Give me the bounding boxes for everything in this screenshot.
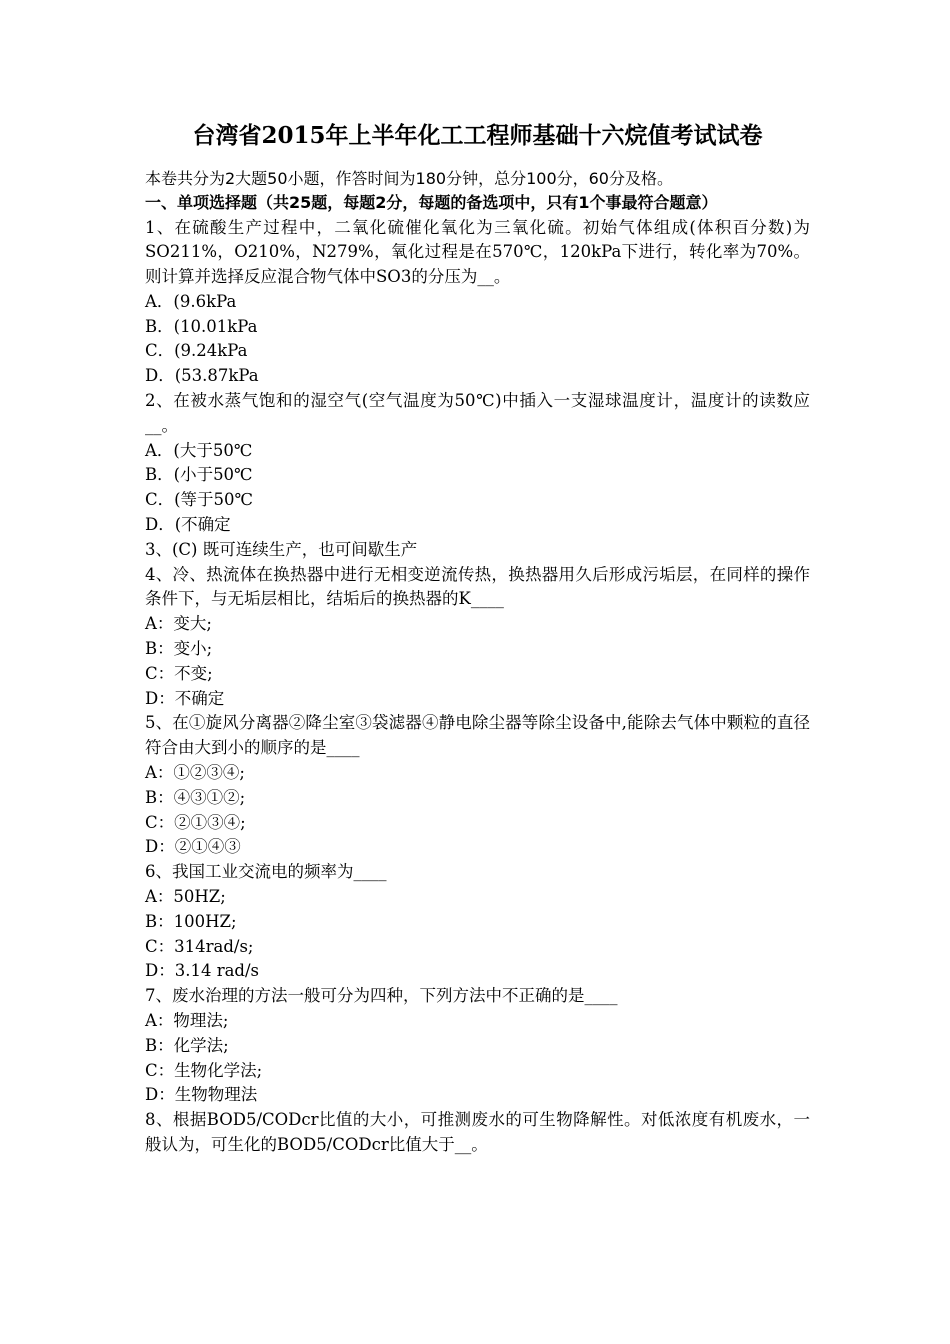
answer-option: A．(9.6kPa bbox=[145, 291, 237, 311]
question-8 bbox=[145, 1108, 810, 1158]
answer-option: B．(10.01kPa bbox=[145, 316, 258, 336]
question-5 bbox=[145, 711, 810, 860]
exam-title: 台湾省2015年上半年化工工程师基础十六烷值考试试卷 bbox=[192, 122, 763, 149]
answer-option: C：②①③④; bbox=[145, 812, 246, 832]
question-1 bbox=[145, 216, 810, 390]
question-2 bbox=[145, 389, 810, 538]
answer-option: C：不变; bbox=[145, 663, 213, 683]
document-page bbox=[145, 118, 810, 1158]
answer-option: D．(不确定 bbox=[145, 515, 231, 535]
answer-option: D：②①④③ bbox=[145, 837, 241, 857]
answer-option: C．(9.24kPa bbox=[145, 341, 248, 361]
answer-option: A：物理法; bbox=[145, 1011, 229, 1030]
answer-option: D：生物物理法 bbox=[145, 1085, 258, 1105]
answer-option: A．(大于50℃ bbox=[145, 440, 253, 460]
question-stem: 2、在被水蒸气饱和的湿空气(空气温度为50℃)中插入一支湿球温度计，温度计的读数应__。 bbox=[145, 391, 810, 435]
question-6 bbox=[145, 860, 810, 984]
answer-option: B：变小; bbox=[145, 639, 213, 659]
question-stem: 3、(C) 既可连续生产，也可间歇生产 bbox=[145, 539, 418, 559]
answer-option: B．(小于50℃ bbox=[145, 465, 253, 485]
question-stem: 5、在①旋风分离器②降尘室③袋滤器④静电除尘器等除尘设备中,能除去气体中颗粒的直径符合由大到小的顺序的是____ bbox=[145, 713, 810, 758]
question-stem: 4、冷、热流体在换热器中进行无相变逆流传热，换热器用久后形成污垢层，在同样的操作条件下，与无垢层相比，结垢后的换热器的K____ bbox=[145, 564, 810, 609]
answer-option: C．(等于50℃ bbox=[145, 490, 254, 510]
question-stem: 7、废水治理的方法一般可分为四种，下列方法中不正确的是____ bbox=[145, 986, 618, 1006]
question-4 bbox=[145, 563, 810, 712]
answer-option: C：生物化学法; bbox=[145, 1060, 263, 1080]
question-stem: 1、在硫酸生产过程中，二氧化硫催化氧化为三氧化硫。初始气体组成(体积百分数)为SO211%，O210%，N279%，氧化过程是在570℃，120kPa下进行，转化率为70%。则计算并选择反应混合物气体中SO3的分压为__。 bbox=[145, 217, 810, 287]
question-7 bbox=[145, 984, 810, 1108]
exam-intro: 本卷共分为2大题50小题，作答时间为180分钟，总分100分，60分及格。 bbox=[145, 169, 673, 188]
answer-option: A：变大; bbox=[145, 614, 212, 634]
answer-option: B：④③①②; bbox=[145, 787, 246, 807]
question-stem: 8、根据BOD5/CODcr比值的大小，可推测废水的可生物降解性。对低浓度有机废水，一般认为，可生化的BOD5/CODcr比值大于__。 bbox=[145, 1110, 810, 1154]
question-stem: 6、我国工业交流电的频率为____ bbox=[145, 862, 387, 882]
answer-option: D：3.14 rad/s bbox=[145, 961, 260, 981]
section-heading: 一、单项选择题（共25题，每题2分，每题的备选项中，只有1个事最符合题意） bbox=[145, 193, 718, 212]
answer-option: C：314rad/s; bbox=[145, 936, 254, 956]
question-list bbox=[145, 216, 810, 1158]
question-3 bbox=[145, 538, 810, 563]
answer-option: D．(53.87kPa bbox=[145, 366, 259, 386]
answer-option: B：化学法; bbox=[145, 1035, 229, 1055]
answer-option: A：50HZ; bbox=[145, 887, 226, 907]
answer-option: D：不确定 bbox=[145, 688, 225, 708]
answer-option: B：100HZ; bbox=[145, 911, 237, 931]
answer-option: A：①②③④; bbox=[145, 763, 245, 783]
